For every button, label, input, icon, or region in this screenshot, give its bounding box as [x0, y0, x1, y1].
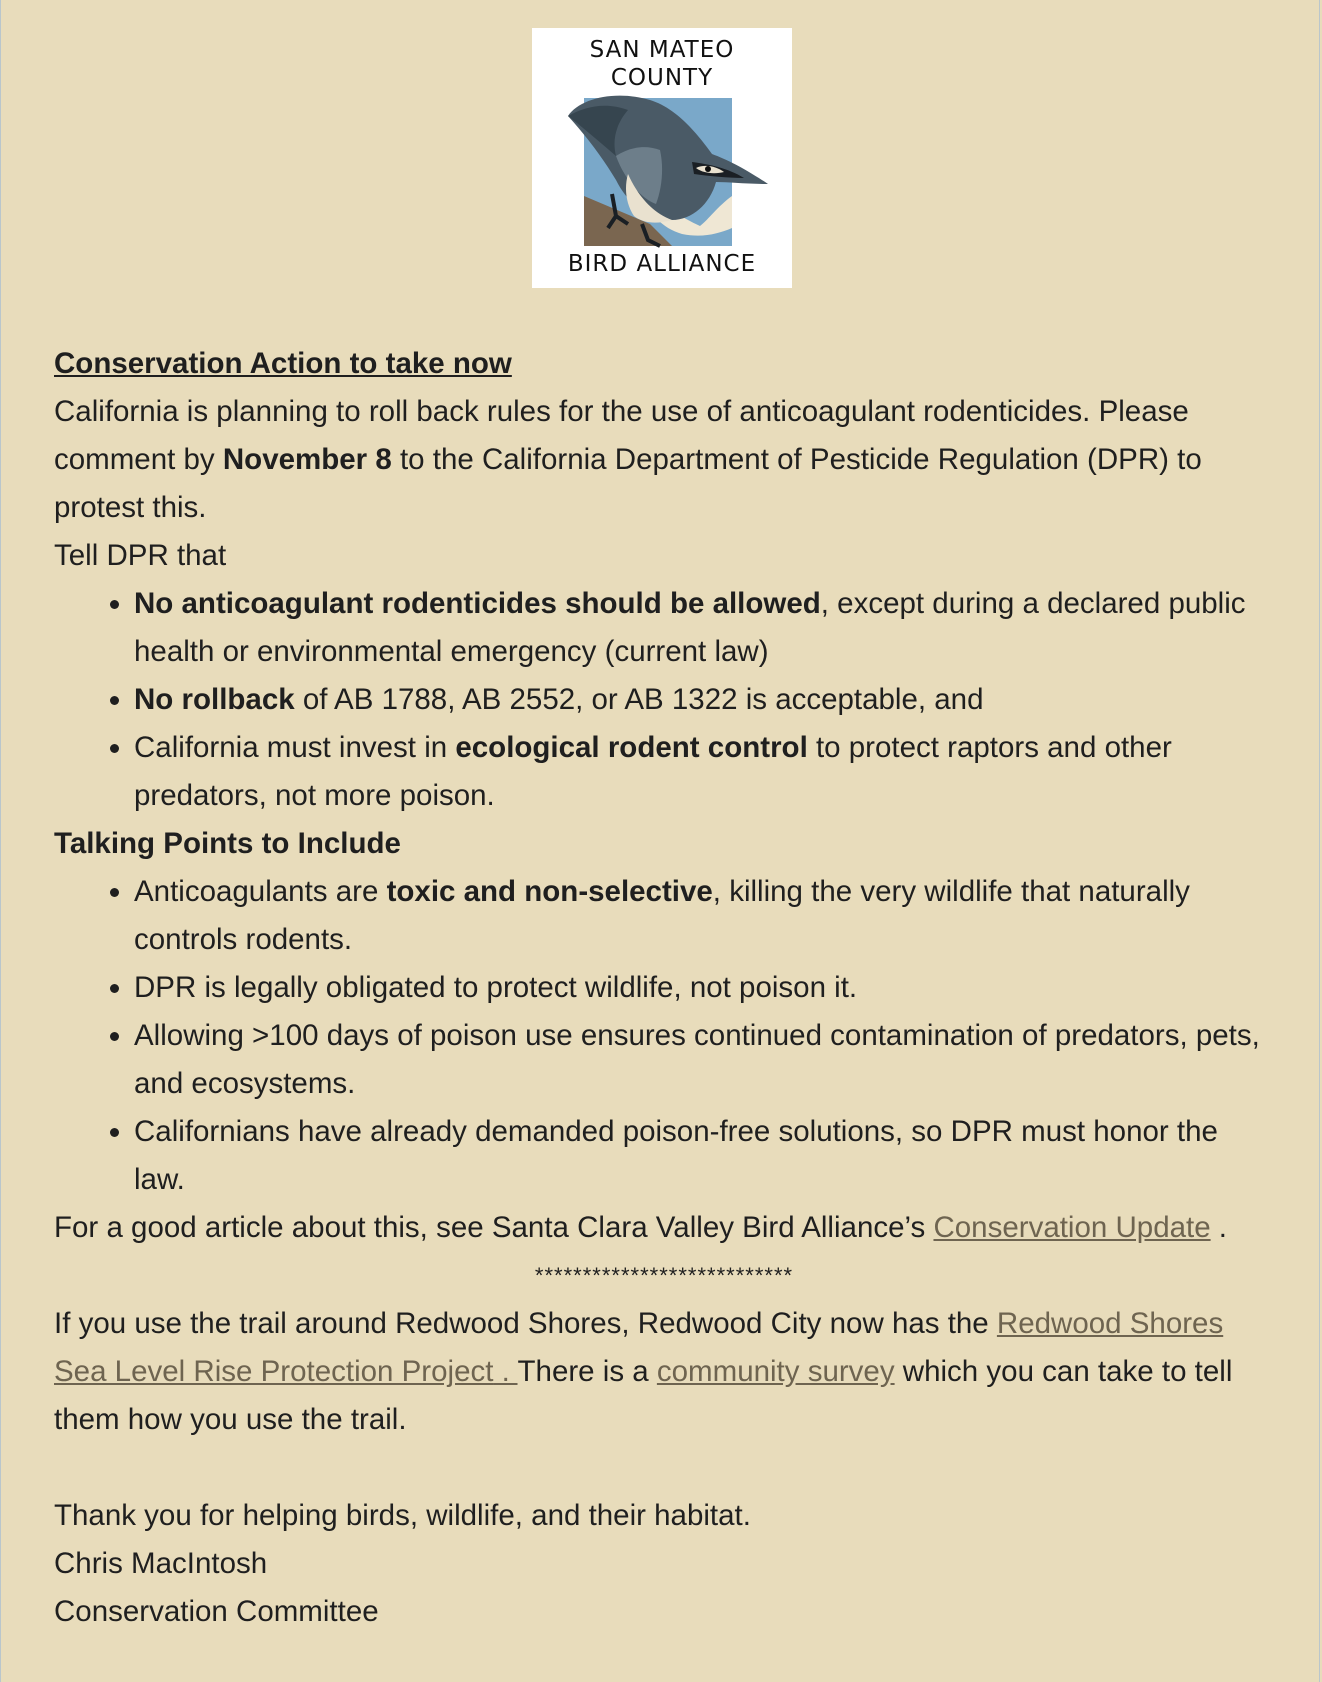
- deadline-date: November 8: [222, 443, 392, 476]
- list-item: [134, 580, 1274, 676]
- list-item: [134, 676, 1274, 724]
- sea-level-rise-project-link-tail[interactable]: .: [493, 1355, 518, 1388]
- divider: ***************************: [534, 1263, 794, 1288]
- thank-you-line: Thank you for helping birds, wildlife, and their habitat.: [54, 1499, 751, 1532]
- list-item-text: , except during a declared public health or environmental emergency (current law): [134, 587, 1246, 668]
- nuthatch-bird-icon: [532, 28, 792, 288]
- community-survey-link[interactable]: community survey: [656, 1355, 895, 1388]
- signature-committee: Conservation Committee: [54, 1595, 379, 1628]
- list-item: [134, 724, 1274, 820]
- demands-list: [54, 580, 1274, 820]
- intro-text-2: to the California Department of Pesticide Regulation (DPR) to protest this.: [54, 443, 1202, 524]
- list-item-bold: No rollback: [134, 683, 295, 716]
- list-item-text: Allowing >100 days of poison use ensures continued contamination of predators, pets, and ecosystems.: [134, 1019, 1260, 1100]
- list-item: [134, 1108, 1274, 1204]
- logo-text-line2: COUNTY: [610, 65, 714, 91]
- list-item-text: Californians have already demanded poison-free solutions, so DPR must honor the law.: [134, 1115, 1218, 1196]
- signature-name: Chris MacIntosh: [54, 1547, 268, 1580]
- message-content: [54, 340, 1274, 1636]
- conservation-update-link[interactable]: Conservation Update: [933, 1211, 1211, 1244]
- list-item: [134, 964, 1274, 1012]
- logo-text-line1: SAN MATEO: [589, 37, 735, 63]
- conservation-action-heading: Conservation Action to take now: [54, 347, 512, 380]
- intro-paragraph: [54, 388, 1274, 532]
- trail-paragraph: [54, 1300, 1274, 1444]
- article-paragraph: [54, 1204, 1274, 1252]
- article-text: For a good article about this, see Santa Clara Valley Bird Alliance’s: [54, 1211, 934, 1244]
- trail-text: If you use the trail around Redwood Shores, Redwood City now has the: [54, 1307, 997, 1340]
- logo-text-line3: BIRD ALLIANCE: [567, 251, 757, 277]
- trail-text-mid: There is a: [517, 1355, 657, 1388]
- list-item-text: to protect raptors and other predators, not more poison.: [134, 731, 1172, 812]
- tell-dpr-label: Tell DPR that: [54, 539, 227, 572]
- list-item-text: California must invest in: [134, 731, 456, 764]
- intro-text-1: California is planning to roll back rules for the use of anticoagulant rodenticides. Please comment by: [54, 395, 1189, 476]
- list-item: [134, 868, 1274, 964]
- talking-points-list: [54, 868, 1274, 1204]
- spacer: [54, 1444, 1274, 1492]
- trail-text-post: which you can take to tell them how you use the trail.: [54, 1355, 1233, 1436]
- article-text-tail: .: [1210, 1211, 1228, 1244]
- list-item: [134, 1012, 1274, 1108]
- list-item-bold: toxic and non-selective: [386, 875, 713, 908]
- talking-points-heading: Talking Points to Include: [54, 827, 401, 860]
- list-item-text: Anticoagulants are: [134, 875, 387, 908]
- sea-level-rise-project-link-text[interactable]: Redwood Shores Sea Level Rise Protection Project: [54, 1307, 1224, 1388]
- list-item-text: of AB 1788, AB 2552, or AB 1322 is acceptable, and: [294, 683, 984, 716]
- list-item-text: , killing the very wildlife that naturally controls rodents.: [134, 875, 1190, 956]
- bird-alliance-logo: [532, 28, 792, 288]
- list-item-bold: ecological rodent control: [455, 731, 808, 764]
- list-item-bold: No anticoagulant rodenticides should be allowed: [134, 587, 821, 620]
- list-item-text: DPR is legally obligated to protect wildlife, not poison it.: [134, 971, 858, 1004]
